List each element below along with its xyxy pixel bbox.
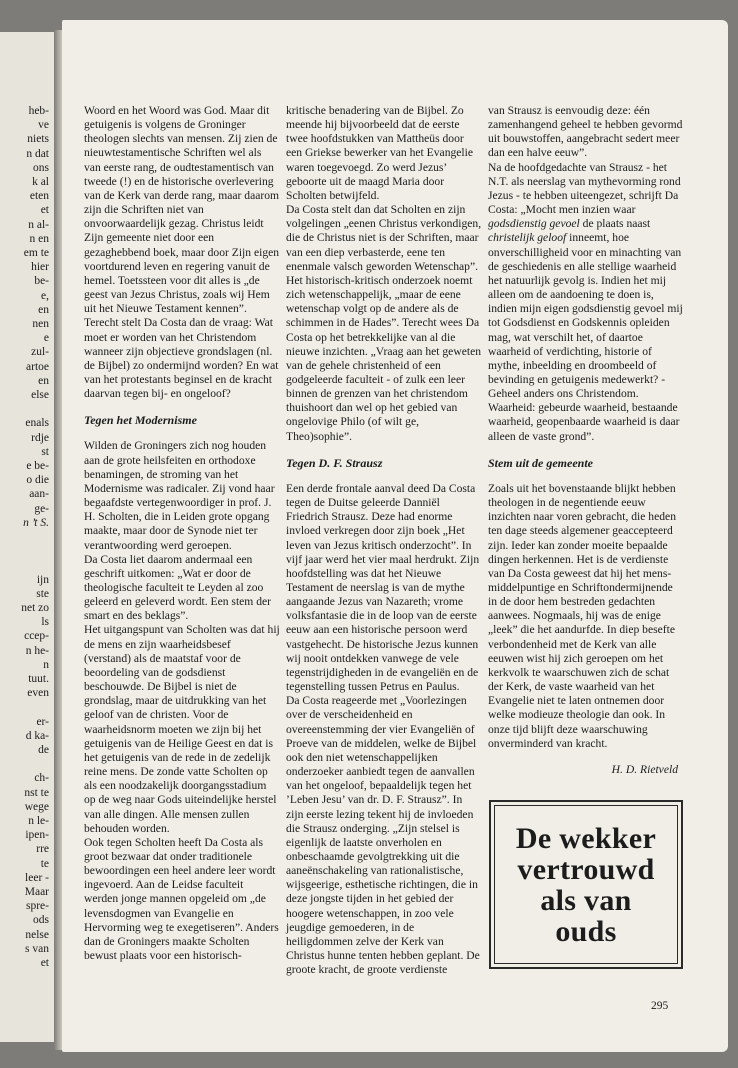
left-page-fragment: net zo	[21, 602, 49, 614]
col1-paragraph-3: Wilden de Groningers zich nog houden aan de grote heilsfeiten en orthodoxe benamingen, de stroming van het Modernisme was radicaler. Zij vond haar begaafdste vertegenwoordiger in prof. J. H. Scholten, die in Leiden grote opgang maakte, maar door de Synode niet ter verantwoording werd geroepen.	[84, 439, 275, 552]
left-page-fragment: em te	[23, 247, 49, 259]
col2-paragraph-1: kritische benadering van de Bijbel. Zo meende hij bijvoorbeeld dat de eerste twee hoofdstukken van Mattheüs door een Griekse bewerker van het Evangelie waren toegevoegd. Zo werd Jezus’ geboorte uit de maagd Maria door Scholten betwijfeld.	[286, 104, 474, 202]
left-page-fragment: nelse	[25, 928, 49, 941]
left-page-fragment: leer -	[25, 871, 49, 884]
left-page-fragment: en	[38, 374, 49, 387]
left-page-fragment: else	[31, 389, 49, 401]
left-page-fragment: ipen-	[25, 829, 49, 842]
left-page-fragment: ch-	[34, 772, 49, 785]
left-page-fragment: ve	[38, 119, 49, 132]
left-page-fragment: enals	[25, 417, 49, 430]
left-page-fragment: en	[38, 303, 49, 316]
left-page-fragment: et	[40, 204, 49, 217]
left-page-fragment: n en	[29, 232, 49, 245]
left-page-fragment: artoe	[26, 360, 49, 373]
promo-line-3: als van	[540, 883, 632, 917]
col3-paragraph-1: van Strausz is eenvoudig deze: één zamenhangend geheel te hebben gevormd uit bouwstoffen, aangebracht sedert meer dan een halve eeuw”.	[488, 104, 683, 160]
page-number: 295	[651, 1000, 669, 1012]
col1-paragraph-5: Het uitgangspunt van Scholten was dat hij de mens en zijn waarheidsbesef (verstand) als de maatstaf voor de beoordeling van de godsdienst beschouwde. De Bijbel is niet de grondslag, maar de uitdrukking van het geloof van de christen. Voor de waarheidsnorm moeten we zijn bij het getuigenis van de Heilige Geest en dat is het getuigenis van de rede in de zedelijk reine mens. De zonde vatte Scholten op als een noodzakelijk doorgangsstadium op de weg naar Gods uiteindelijke herstel van alle dingen. Alle mensen zullen behouden worden.	[84, 623, 280, 835]
left-page-fragment: heb-	[28, 105, 49, 117]
left-page-fragment: niets	[27, 133, 49, 146]
col3-p2-text-b: de plaats naast	[579, 217, 651, 231]
left-page-fragment: rdje	[31, 431, 49, 444]
left-page-fragment: rre	[36, 843, 49, 856]
left-page-fragment: n ’t S.	[23, 516, 49, 529]
left-page-fragment: d ka-	[25, 729, 49, 742]
left-page-fragment: ge-	[34, 502, 49, 515]
left-page-edge	[0, 32, 56, 1042]
left-page-fragment: ons	[33, 161, 49, 174]
col3-p2-emphasis-1: godsdienstig gevoel	[488, 217, 580, 231]
left-page-fragment: hier	[31, 261, 49, 274]
left-page-fragment: n	[43, 658, 49, 671]
col3-p2-text-a: Na de hoofdgedachte van Strausz - het N.T. als neerslag van mythevorming rond Jezus - te hebben uiteengezet, schrijft Da Costa: „Mocht men inzien waar	[488, 160, 681, 217]
left-page-fragment: tuut.	[28, 673, 49, 685]
col1-paragraph-6: Ook tegen Scholten heeft Da Costa als groot bezwaar dat onder traditionele bewoordingen een heel andere leer wordt ingevoerd. Aan de Leidse faculteit werden jonge mannen opgeleid om „de levensdogmen van Evangelie en Hervorming weg te exegetiseren”. Anders dan de Groningers maakte Scholten bewust plaats voor een historisch-	[84, 835, 279, 963]
col3-paragraph-2	[488, 161, 684, 444]
left-page-fragment: n he-	[25, 644, 49, 657]
col3-p2-emphasis-2: christelijk geloof	[488, 231, 567, 245]
col2-paragraph-4: Da Costa reageerde met „Voorlezingen over de verscheidenheid en overeenstemming der vier Evangeliën of Proeve van de middelen, welke de Bijbel ook den niet wetenschappelijken onderzoeker aanbiedt tegen de aanvallen van het ongeloof, bepaaldelijk tegen het ’Leben Jesu’ van dr. D. F. Strausz”. In zijn eerste lezing tekent hij de invloeden die Strausz onderging. „Zijn stelsel is eigenlijk de laatste onverholen en onbeschaamde gevolgtrekking uit die aaneënschakeling van rationalistische, wijsgeerige, esthetische richtingen, die in deze jongste tijden in het gebied der hoogere wetenschappen, in zoo vele jeugdige gemoederen, in de heiligdommen zelve der Kerk van Christus hunne tenten hebben geplant. De groote kracht, de groote verdienste	[286, 694, 480, 977]
column-1	[84, 104, 280, 963]
promo-box-inner	[494, 805, 678, 964]
left-page-fragment: aan-	[29, 488, 49, 501]
promo-line-2: vertrouwd	[517, 852, 655, 886]
left-page-fragment: st	[41, 445, 49, 458]
left-page-fragment: e	[43, 332, 49, 345]
left-page-fragment: ijn	[36, 573, 49, 586]
left-page-fragment: eten	[29, 190, 49, 203]
left-page-fragment: o die	[26, 474, 49, 487]
left-page-fragment: zul-	[31, 346, 49, 359]
author-signature: H. D. Rietveld	[611, 762, 678, 776]
left-page-fragment: nst te	[24, 786, 49, 799]
left-page-fragment: even	[27, 687, 49, 700]
left-page-fragment: e be-	[26, 460, 49, 472]
col2-paragraph-2: Da Costa stelt dan dat Scholten en zijn volgelingen „eenen Christus verkondigen, die de Christus niet is der Schriften, maar van een diep verbasterde, eene ten enenmale valsch geworden Wetenschap”. Het historisch-kritisch onderzoek noemt zich wetenschappelijk, „maar de eene wetenschap volgt op de andere als de schimmen in de Hades”. Terecht wees Da Costa op het betrekkelijke van al die nieuwe inzichten. „Vraag aan het geweten van de gehele christenheid of een godgeleerde faculteit - of zulk een leer binnen de grenzen van het christendom thuishoort dan wel op het gebied van ongelovige Philo (of wilt ge, Theo)sophie”.	[286, 203, 482, 443]
left-page-fragment: spre-	[26, 900, 49, 913]
col1-paragraph-1: Woord en het Woord was God. Maar dit getuigenis is volgens de Groninger theologen slechts van mensen. Zij zien de nieuwtestamentische Schriften wel als van eerste rang, de oudtestamentisch van tweede (!) en de historische overlevering van de Kerk van derde rang, maar daarom zijn die Schriften niet van onvoorwaardelijk gezag. Christus leidt Zijn gemeente niet door een gezaghebbend boek, maar door Zijn eigen voortdurend leven en regering vanuit de hemel. Toetssteen voor dit alles is „de geest van Jezus Christus, zoals wij Hem uit het Nieuwe Testament kennen”.	[84, 104, 280, 316]
left-page-fragment: wege	[24, 800, 49, 813]
col1-paragraph-4: Da Costa liet daarom andermaal een geschrift uitkomen: „Wat er door de theologische faculteit te Leyden al zoo geleerd en geleverd wordt. Een stem der smart en des beklags”.	[84, 552, 272, 623]
col1-paragraph-2: Terecht stelt Da Costa dan de vraag: Wat moet er worden van het Christendom wanneer zijn objectieve grondslagen (nl. de Bijbel) zo ondermijnd worden? En wat van het protestants beginsel en de kracht daarvan tegen bij- en ongeloof?	[84, 316, 279, 401]
promo-box	[489, 800, 683, 969]
left-page-fragment: er-	[36, 715, 49, 728]
left-page-fragment: de	[38, 744, 49, 756]
left-page-fragment: s van	[25, 942, 49, 955]
left-page-fragment: ste	[36, 587, 49, 600]
left-page-fragment: ccep-	[24, 630, 49, 643]
left-page-fragment: ods	[33, 914, 49, 927]
promo-line-1: De wekker	[515, 821, 657, 855]
left-page-fragment: Maar	[24, 886, 49, 898]
left-page-fragment: nen	[32, 318, 49, 330]
left-page-fragment: n le-	[28, 815, 49, 827]
col3-heading: Stem uit de gemeente	[488, 455, 593, 470]
col1-heading: Tegen het Modernisme	[84, 413, 197, 428]
left-page-fragment: k al	[32, 176, 49, 188]
promo-line-4: ouds	[555, 914, 617, 948]
left-page-fragment: be-	[34, 275, 49, 288]
col2-paragraph-3: Een derde frontale aanval deed Da Costa tegen de Duitse geleerde Danniël Friedrich Strausz. Deze had enorme invloed verkregen door zijn boek „Het leven van Jezus kritisch onderzocht”. In vijf jaar werd het vier maal herdrukt. Zijn hoofdstelling was dat het Nieuwe Testament de neerslag is van de mythe aangaande Jezus van Nazareth; vrome volksfantasie die in de loop van de eerste eeuw aan een historische persoon werd vastgehecht. De historische Jezus kunnen wij nooit ontdekken vanwege de vele tegenstrijdigheden in de evangeliën en de tegenstelling tussen Petrus en Paulus.	[286, 481, 480, 694]
column-2	[286, 104, 482, 977]
left-page-fragment: n al-	[28, 218, 49, 231]
col2-heading: Tegen D. F. Strausz	[286, 455, 383, 470]
col3-paragraph-3: Zoals uit het bovenstaande blijkt hebben theologen in de negentiende eeuw inzichten naar voren gebracht, die heden ten dage steeds algemener geaccepteerd zijn. Ieder kan zonder moeite bepaalde dingen herkennen. Het is de verdienste van Da Costa geweest dat hij het mens-middelpuntige en Schriftondermijnende in de door hem bestreden gedachten aanwees. Nogmaals, hij was de enige „leek” die het aandurfde. In diep besefte verbondenheid met de Kerk van alle eeuwen wist hij zich geroepen om het kerkvolk te waarschuwen zich de schat der Kerk, de vaste waarheid van het Evangelie niet te laten ontnemen door welke modieuze theologie dan ook. In onze tijd blijft deze waarschuwing onverminderd van kracht.	[488, 481, 676, 750]
column-3	[488, 104, 684, 777]
col3-p2-text-c: inneemt, hoe onverschilligheid voor en minachting van de geschiedenis en alle stellige waarheid het natuurlijk gevolg is. Indien het mij alleen om de aandoening te doen is, indien mijn eigen godsdienstig gevoel mij tot Godsdienst en Godskennis opleiden mag, wat verschilt het, of daartoe waarheid of verdichting, historie of mythe, inbeelding en droombeeld of bevinding en getuigenis medewerkt? - Geheel anders ons Christendom. Waarheid: gebeurde waarheid, bestaande waarheid, geopenbaarde waarheid is daar alleen de vaste grond”.	[488, 231, 683, 443]
left-page-fragment: n dat	[26, 147, 49, 160]
left-page-fragment: et	[40, 957, 49, 969]
left-page-fragment: ls	[41, 616, 49, 629]
left-page-fragment: e,	[41, 289, 49, 302]
left-page-fragment: te	[40, 857, 49, 870]
